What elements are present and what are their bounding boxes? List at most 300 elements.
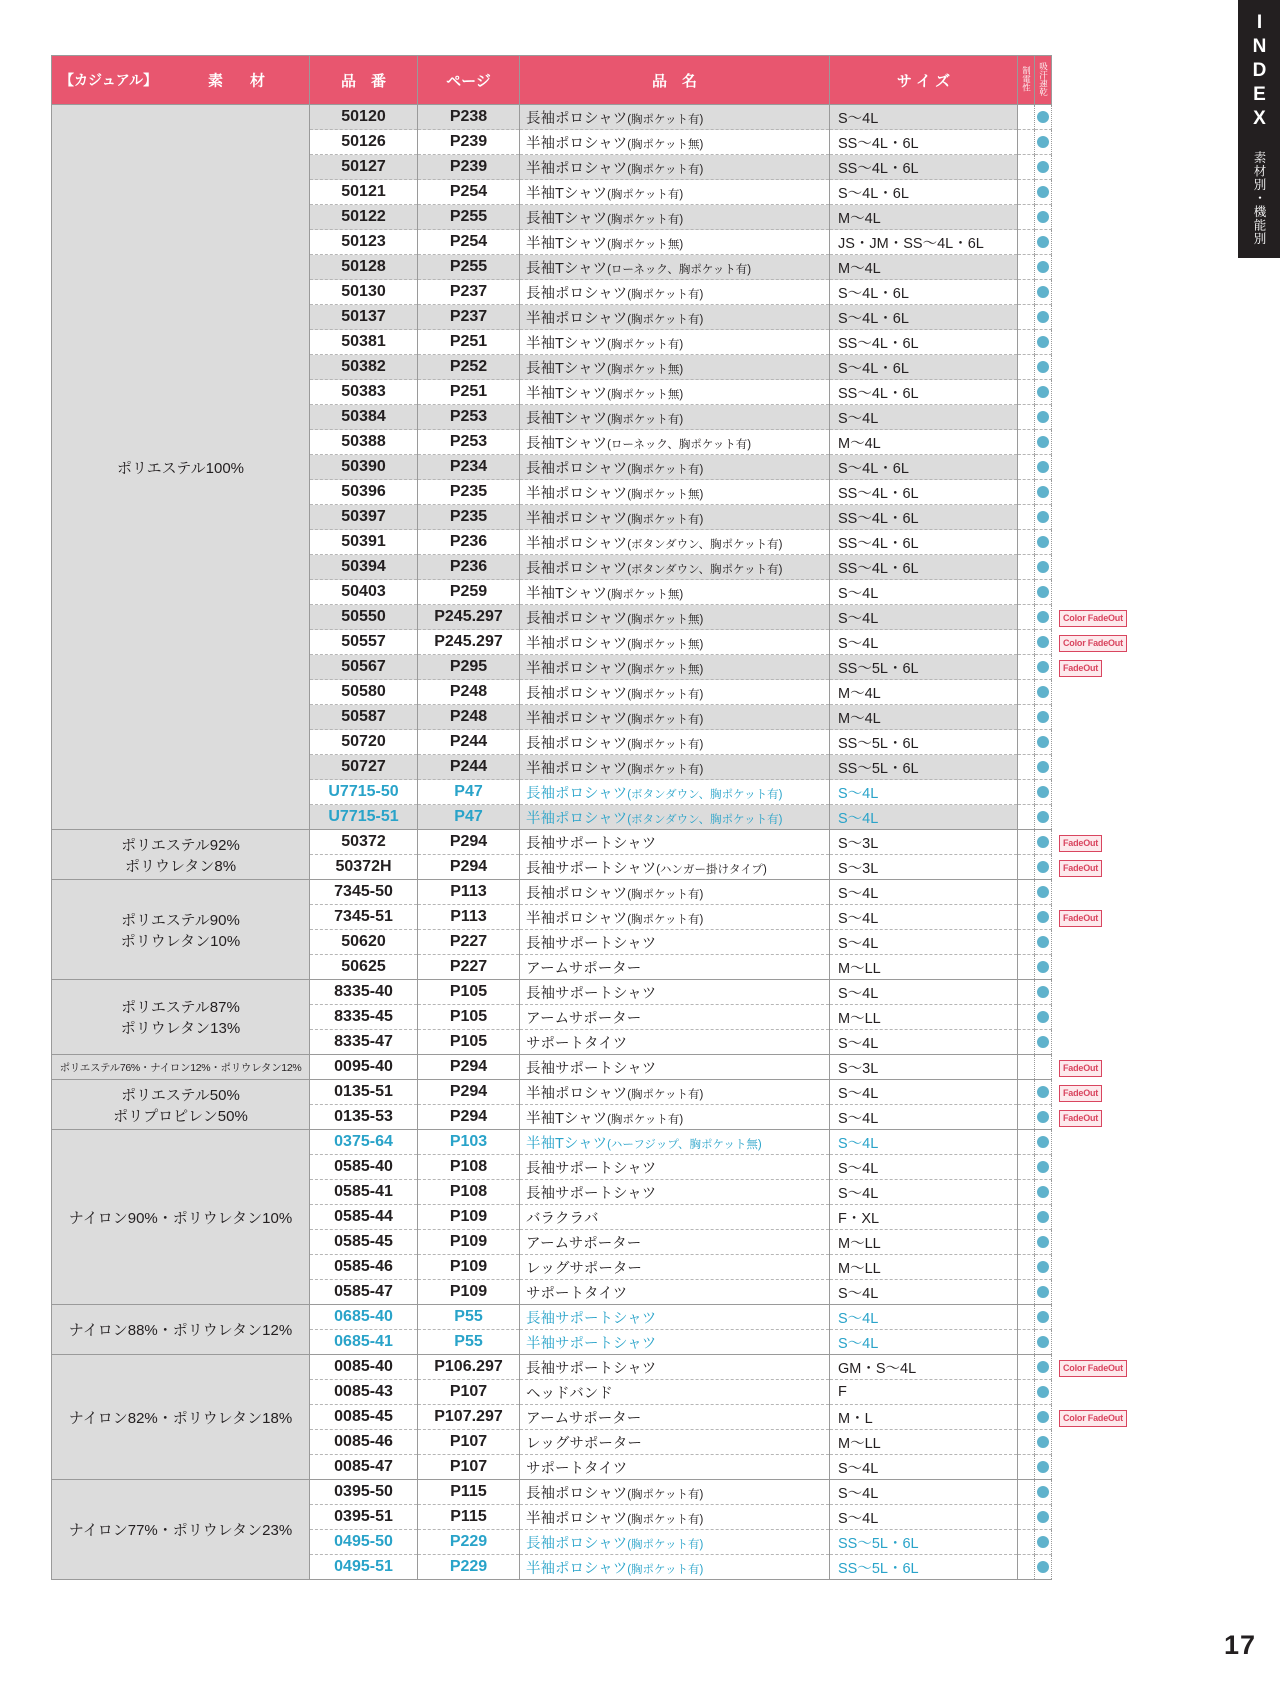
absorb-dot-icon <box>1037 1336 1049 1348</box>
antistatic-mark-cell <box>1018 755 1035 780</box>
size-cell: S〜4L・6L <box>830 280 1018 305</box>
product-name-note: (ハンガー掛けタイプ) <box>656 863 767 876</box>
antistatic-mark-cell <box>1018 1280 1035 1305</box>
size-cell: S〜4L・6L <box>830 180 1018 205</box>
product-name-cell: 長袖ポロシャツ(胸ポケット有) <box>520 730 830 755</box>
product-name-cell: サポートタイツ <box>520 1030 830 1055</box>
absorb-dot-icon <box>1037 111 1049 123</box>
product-code-cell: 0395-50 <box>310 1480 418 1505</box>
absorb-dot-icon <box>1037 811 1049 823</box>
antistatic-mark-cell <box>1018 1530 1035 1555</box>
index-table-container <box>51 55 1123 1580</box>
antistatic-mark-cell <box>1018 280 1035 305</box>
absorb-dot-icon <box>1037 1561 1049 1573</box>
product-name-cell: 半袖ポロシャツ(胸ポケット無) <box>520 655 830 680</box>
page-ref-cell: P47 <box>418 805 520 830</box>
page-ref-cell: P113 <box>418 905 520 930</box>
page-ref-cell: P107 <box>418 1455 520 1480</box>
page-ref-cell: P105 <box>418 1005 520 1030</box>
product-name-cell: 長袖ポロシャツ(胸ポケット有) <box>520 105 830 130</box>
page-ref-cell: P245.297 <box>418 630 520 655</box>
absorb-mark-cell <box>1035 1205 1052 1230</box>
product-name-note: (胸ポケット有) <box>607 188 684 201</box>
size-cell: S〜4L <box>830 805 1018 830</box>
absorb-mark-cell <box>1035 355 1052 380</box>
antistatic-mark-cell <box>1018 1330 1035 1355</box>
product-name-note: (胸ポケット有) <box>627 513 704 526</box>
page-ref-cell: P244 <box>418 730 520 755</box>
page-ref-cell: P108 <box>418 1180 520 1205</box>
product-code-cell: 7345-50 <box>310 880 418 905</box>
absorb-mark-cell <box>1035 1505 1052 1530</box>
material-cell: ポリエステル100% <box>52 105 310 830</box>
antistatic-mark-cell <box>1018 405 1035 430</box>
fadeout-badge: FadeOut <box>1059 860 1102 877</box>
index-side-tab-text <box>1248 12 1270 246</box>
product-name-cell: サポートタイツ <box>520 1455 830 1480</box>
table-row <box>52 1080 1052 1105</box>
absorb-dot-icon <box>1037 211 1049 223</box>
product-name-cell: 半袖サポートシャツ <box>520 1330 830 1355</box>
size-cell: M・L <box>830 1405 1018 1430</box>
product-code-cell: 50550 <box>310 605 418 630</box>
product-name-note: (胸ポケット無) <box>607 588 684 601</box>
product-name-cell: 長袖サポートシャツ(ハンガー掛けタイプ) <box>520 855 830 880</box>
index-side-tab-main: INDEX <box>1249 12 1270 133</box>
absorb-mark-cell <box>1035 705 1052 730</box>
absorb-mark-cell <box>1035 430 1052 455</box>
absorb-mark-cell <box>1035 1555 1052 1580</box>
absorb-dot-icon <box>1037 1486 1049 1498</box>
product-name-note: (胸ポケット有) <box>627 288 704 301</box>
absorb-mark-cell <box>1035 255 1052 280</box>
absorb-dot-icon <box>1037 561 1049 573</box>
absorb-mark-cell <box>1035 205 1052 230</box>
page-ref-cell: P294 <box>418 830 520 855</box>
page-ref-cell: P227 <box>418 930 520 955</box>
absorb-dot-icon <box>1037 1436 1049 1448</box>
product-code-cell: 0135-53 <box>310 1105 418 1130</box>
antistatic-mark-cell <box>1018 905 1035 930</box>
size-cell: M〜4L <box>830 255 1018 280</box>
size-cell: SS〜5L・6L <box>830 1555 1018 1580</box>
page-ref-cell: P245.297 <box>418 605 520 630</box>
product-name-note: (胸ポケット無) <box>627 638 704 651</box>
page-ref-cell: P103 <box>418 1130 520 1155</box>
absorb-dot-icon <box>1037 736 1049 748</box>
material-cell: ナイロン88%・ポリウレタン12% <box>52 1305 310 1355</box>
antistatic-mark-cell <box>1018 1455 1035 1480</box>
product-name-note: (胸ポケット有) <box>607 1113 684 1126</box>
absorb-dot-icon <box>1037 261 1049 273</box>
product-code-cell: 50391 <box>310 530 418 555</box>
product-code-cell: 50720 <box>310 730 418 755</box>
product-name-cell: サポートタイツ <box>520 1280 830 1305</box>
product-name-note: (胸ポケット有) <box>627 463 704 476</box>
index-side-tab-sub: 素材別・機能別 <box>1252 151 1266 246</box>
absorb-mark-cell <box>1035 880 1052 905</box>
antistatic-mark-cell <box>1018 1355 1035 1380</box>
product-name-cell: 長袖ポロシャツ(胸ポケット有) <box>520 280 830 305</box>
product-code-cell: 0685-40 <box>310 1305 418 1330</box>
product-name-note: (胸ポケット有) <box>607 338 684 351</box>
absorb-mark-cell <box>1035 630 1052 655</box>
product-name-cell: 長袖サポートシャツ <box>520 1180 830 1205</box>
product-name-cell: 長袖ポロシャツ(ボタンダウン、胸ポケット有) <box>520 555 830 580</box>
material-cell: ナイロン90%・ポリウレタン10% <box>52 1130 310 1305</box>
product-code-cell: 8335-45 <box>310 1005 418 1030</box>
product-name-note: (胸ポケット有) <box>607 213 684 226</box>
page-ref-cell: P253 <box>418 430 520 455</box>
size-cell: S〜4L <box>830 1130 1018 1155</box>
fadeout-badge: Color FadeOut <box>1059 1360 1127 1377</box>
absorb-dot-icon <box>1037 1361 1049 1373</box>
product-name-note: (胸ポケット有) <box>627 1563 704 1576</box>
size-cell: S〜4L <box>830 405 1018 430</box>
product-code-cell: 50128 <box>310 255 418 280</box>
fadeout-badge: Color FadeOut <box>1059 1410 1127 1427</box>
page-ref-cell: P254 <box>418 230 520 255</box>
absorb-dot-icon <box>1037 661 1049 673</box>
product-name-cell: 長袖ポロシャツ(胸ポケット有) <box>520 880 830 905</box>
product-name-cell: 半袖ポロシャツ(ボタンダウン、胸ポケット有) <box>520 530 830 555</box>
size-cell: SS〜4L・6L <box>830 330 1018 355</box>
size-cell: S〜3L <box>830 830 1018 855</box>
product-name-cell: 半袖ポロシャツ(胸ポケット無) <box>520 130 830 155</box>
page-ref-cell: P294 <box>418 1105 520 1130</box>
size-cell: S〜4L <box>830 1030 1018 1055</box>
absorb-mark-cell <box>1035 755 1052 780</box>
product-code-cell: 0085-43 <box>310 1380 418 1405</box>
absorb-mark-cell <box>1035 1530 1052 1555</box>
header-antistatic: 制電性 <box>1018 56 1035 105</box>
antistatic-mark-cell <box>1018 480 1035 505</box>
product-name-note: (胸ポケット有) <box>627 713 704 726</box>
antistatic-mark-cell <box>1018 780 1035 805</box>
product-name-cell: 長袖ポロシャツ(胸ポケット無) <box>520 605 830 630</box>
antistatic-mark-cell <box>1018 1380 1035 1405</box>
page-ref-cell: P229 <box>418 1530 520 1555</box>
antistatic-mark-cell <box>1018 255 1035 280</box>
size-cell: SS〜5L・6L <box>830 1530 1018 1555</box>
product-name-note: (胸ポケット有) <box>627 763 704 776</box>
absorb-dot-icon <box>1037 1186 1049 1198</box>
product-name-note: (ローネック、胸ポケット有) <box>607 263 752 276</box>
page-ref-cell: P234 <box>418 455 520 480</box>
absorb-dot-icon <box>1037 136 1049 148</box>
absorb-mark-cell <box>1035 1030 1052 1055</box>
product-name-note: (ボタンダウン、胸ポケット有) <box>627 813 783 826</box>
product-code-cell: 50384 <box>310 405 418 430</box>
antistatic-mark-cell <box>1018 455 1035 480</box>
product-name-cell: 半袖Tシャツ(ハーフジップ、胸ポケット無) <box>520 1130 830 1155</box>
absorb-mark-cell <box>1035 380 1052 405</box>
product-code-cell: 50121 <box>310 180 418 205</box>
antistatic-mark-cell <box>1018 1405 1035 1430</box>
material-cell: ポリエステル76%・ナイロン12%・ポリウレタン12% <box>52 1055 310 1080</box>
page-ref-cell: P254 <box>418 180 520 205</box>
product-code-cell: 50390 <box>310 455 418 480</box>
product-name-cell: アームサポーター <box>520 955 830 980</box>
absorb-mark-cell <box>1035 1480 1052 1505</box>
antistatic-mark-cell <box>1018 1205 1035 1230</box>
size-cell: M〜LL <box>830 955 1018 980</box>
product-code-cell: 50120 <box>310 105 418 130</box>
absorb-mark-cell <box>1035 230 1052 255</box>
antistatic-mark-cell <box>1018 180 1035 205</box>
antistatic-mark-cell <box>1018 1305 1035 1330</box>
product-code-cell: 50137 <box>310 305 418 330</box>
product-name-cell: 長袖Tシャツ(胸ポケット有) <box>520 205 830 230</box>
antistatic-mark-cell <box>1018 130 1035 155</box>
antistatic-mark-cell <box>1018 630 1035 655</box>
product-name-cell: 長袖ポロシャツ(胸ポケット有) <box>520 1530 830 1555</box>
size-cell: S〜3L <box>830 855 1018 880</box>
material-cell: ポリエステル90% ポリウレタン10% <box>52 880 310 980</box>
header-category-label: 【カジュアル】 <box>60 72 158 88</box>
absorb-dot-icon <box>1037 611 1049 623</box>
product-code-cell: 0395-51 <box>310 1505 418 1530</box>
product-name-cell: 半袖ポロシャツ(胸ポケット有) <box>520 505 830 530</box>
product-name-cell: 半袖Tシャツ(胸ポケット無) <box>520 230 830 255</box>
product-name-cell: 半袖ポロシャツ(胸ポケット有) <box>520 305 830 330</box>
antistatic-mark-cell <box>1018 1555 1035 1580</box>
antistatic-mark-cell <box>1018 1055 1035 1080</box>
size-cell: S〜4L・6L <box>830 455 1018 480</box>
page-ref-cell: P248 <box>418 680 520 705</box>
product-code-cell: 50122 <box>310 205 418 230</box>
absorb-dot-icon <box>1037 336 1049 348</box>
absorb-mark-cell <box>1035 155 1052 180</box>
product-name-cell: 半袖ポロシャツ(胸ポケット有) <box>520 1505 830 1530</box>
size-cell: F <box>830 1380 1018 1405</box>
size-cell: S〜4L <box>830 905 1018 930</box>
header-code: 品 番 <box>310 56 418 105</box>
absorb-dot-icon <box>1037 1511 1049 1523</box>
page-ref-cell: P108 <box>418 1155 520 1180</box>
size-cell: S〜4L <box>830 630 1018 655</box>
product-name-note: (胸ポケット有) <box>627 163 704 176</box>
size-cell: S〜4L <box>830 1305 1018 1330</box>
size-cell: S〜4L <box>830 1480 1018 1505</box>
antistatic-mark-cell <box>1018 355 1035 380</box>
product-code-cell: 0495-51 <box>310 1555 418 1580</box>
absorb-mark-cell <box>1035 1005 1052 1030</box>
absorb-mark-cell <box>1035 480 1052 505</box>
product-name-note: (胸ポケット有) <box>627 738 704 751</box>
fadeout-badge: FadeOut <box>1059 1060 1102 1077</box>
product-name-cell: 長袖サポートシャツ <box>520 1305 830 1330</box>
absorb-dot-icon <box>1037 1036 1049 1048</box>
header-absorb: 吸汗速乾 <box>1035 56 1052 105</box>
page-ref-cell: P252 <box>418 355 520 380</box>
antistatic-mark-cell <box>1018 880 1035 905</box>
size-cell: M〜LL <box>830 1230 1018 1255</box>
product-name-cell: 長袖ポロシャツ(胸ポケット有) <box>520 455 830 480</box>
product-name-note: (ローネック、胸ポケット有) <box>607 438 752 451</box>
absorb-mark-cell <box>1035 1155 1052 1180</box>
absorb-dot-icon <box>1037 586 1049 598</box>
antistatic-mark-cell <box>1018 1080 1035 1105</box>
absorb-mark-cell <box>1035 455 1052 480</box>
header-size: サ イ ズ <box>830 56 1018 105</box>
absorb-mark-cell <box>1035 280 1052 305</box>
absorb-mark-cell <box>1035 905 1052 930</box>
page-ref-cell: P237 <box>418 305 520 330</box>
size-cell: M〜4L <box>830 680 1018 705</box>
page-ref-cell: P237 <box>418 280 520 305</box>
table-row <box>52 980 1052 1005</box>
page-ref-cell: P107.297 <box>418 1405 520 1430</box>
product-name-note: (胸ポケット無) <box>627 613 704 626</box>
fadeout-badge: FadeOut <box>1059 910 1102 927</box>
absorb-mark-cell <box>1035 830 1052 855</box>
absorb-mark-cell <box>1035 855 1052 880</box>
absorb-mark-cell <box>1035 605 1052 630</box>
absorb-mark-cell <box>1035 305 1052 330</box>
product-code-cell: 50382 <box>310 355 418 380</box>
antistatic-mark-cell <box>1018 855 1035 880</box>
size-cell: M〜LL <box>830 1005 1018 1030</box>
absorb-dot-icon <box>1037 1161 1049 1173</box>
product-code-cell: 50372 <box>310 830 418 855</box>
absorb-dot-icon <box>1037 1536 1049 1548</box>
product-name-cell: 半袖ポロシャツ(胸ポケット有) <box>520 705 830 730</box>
page-ref-cell: P238 <box>418 105 520 130</box>
index-table <box>51 55 1052 1580</box>
absorb-mark-cell <box>1035 805 1052 830</box>
size-cell: S〜4L <box>830 1330 1018 1355</box>
antistatic-mark-cell <box>1018 1030 1035 1055</box>
antistatic-mark-cell <box>1018 1505 1035 1530</box>
absorb-mark-cell <box>1035 580 1052 605</box>
absorb-mark-cell <box>1035 955 1052 980</box>
absorb-mark-cell <box>1035 330 1052 355</box>
page-ref-cell: P107 <box>418 1380 520 1405</box>
product-code-cell: 0585-46 <box>310 1255 418 1280</box>
page-ref-cell: P236 <box>418 530 520 555</box>
header-material: 素 材 <box>207 72 271 90</box>
size-cell: S〜4L <box>830 780 1018 805</box>
antistatic-mark-cell <box>1018 830 1035 855</box>
product-name-note: (ボタンダウン、胸ポケット有) <box>627 538 783 551</box>
size-cell: S〜4L <box>830 1155 1018 1180</box>
absorb-mark-cell <box>1035 730 1052 755</box>
absorb-dot-icon <box>1037 1261 1049 1273</box>
absorb-dot-icon <box>1037 186 1049 198</box>
fadeout-badge: Color FadeOut <box>1059 635 1127 652</box>
absorb-mark-cell <box>1035 130 1052 155</box>
absorb-dot-icon <box>1037 1286 1049 1298</box>
antistatic-mark-cell <box>1018 505 1035 530</box>
product-name-cell: 長袖サポートシャツ <box>520 980 830 1005</box>
absorb-dot-icon <box>1037 961 1049 973</box>
page-ref-cell: P235 <box>418 480 520 505</box>
page-ref-cell: P227 <box>418 955 520 980</box>
antistatic-mark-cell <box>1018 705 1035 730</box>
product-name-cell: 半袖ポロシャツ(胸ポケット有) <box>520 155 830 180</box>
material-cell: ポリエステル87% ポリウレタン13% <box>52 980 310 1055</box>
product-name-cell: 半袖Tシャツ(胸ポケット有) <box>520 1105 830 1130</box>
product-code-cell: 0375-64 <box>310 1130 418 1155</box>
absorb-dot-icon <box>1037 1411 1049 1423</box>
product-code-cell: 0085-46 <box>310 1430 418 1455</box>
size-cell: S〜4L <box>830 1505 1018 1530</box>
product-name-cell: 半袖ポロシャツ(胸ポケット無) <box>520 480 830 505</box>
product-code-cell: 0135-51 <box>310 1080 418 1105</box>
size-cell: SS〜4L・6L <box>830 555 1018 580</box>
page-ref-cell: P115 <box>418 1480 520 1505</box>
absorb-mark-cell <box>1035 1055 1052 1080</box>
antistatic-mark-cell <box>1018 605 1035 630</box>
product-code-cell: 50123 <box>310 230 418 255</box>
absorb-mark-cell <box>1035 1105 1052 1130</box>
page-ref-cell: P109 <box>418 1205 520 1230</box>
absorb-dot-icon <box>1037 161 1049 173</box>
product-name-note: (胸ポケット有) <box>627 913 704 926</box>
product-code-cell: 0085-40 <box>310 1355 418 1380</box>
product-name-note: (胸ポケット無) <box>627 488 704 501</box>
antistatic-mark-cell <box>1018 930 1035 955</box>
product-code-cell: 50127 <box>310 155 418 180</box>
size-cell: SS〜4L・6L <box>830 505 1018 530</box>
product-code-cell: 50587 <box>310 705 418 730</box>
antistatic-mark-cell <box>1018 530 1035 555</box>
page-number: 17 <box>1223 1630 1256 1660</box>
absorb-mark-cell <box>1035 655 1052 680</box>
product-code-cell: 50397 <box>310 505 418 530</box>
size-cell: M〜4L <box>830 430 1018 455</box>
product-name-cell: 長袖サポートシャツ <box>520 930 830 955</box>
product-name-cell: 長袖Tシャツ(ローネック、胸ポケット有) <box>520 255 830 280</box>
antistatic-mark-cell <box>1018 380 1035 405</box>
table-body <box>52 105 1052 1580</box>
absorb-mark-cell <box>1035 105 1052 130</box>
product-code-cell: 0585-40 <box>310 1155 418 1180</box>
size-cell: S〜4L <box>830 1455 1018 1480</box>
size-cell: JS・JM・SS〜4L・6L <box>830 230 1018 255</box>
antistatic-mark-cell <box>1018 805 1035 830</box>
absorb-dot-icon <box>1037 911 1049 923</box>
antistatic-mark-cell <box>1018 1005 1035 1030</box>
page-ref-cell: P55 <box>418 1330 520 1355</box>
antistatic-mark-cell <box>1018 1155 1035 1180</box>
size-cell: M〜4L <box>830 205 1018 230</box>
index-side-tab <box>1238 0 1280 258</box>
product-name-note: (胸ポケット有) <box>607 413 684 426</box>
absorb-mark-cell <box>1035 1380 1052 1405</box>
fadeout-badge: FadeOut <box>1059 1110 1102 1127</box>
absorb-mark-cell <box>1035 1080 1052 1105</box>
size-cell: S〜4L・6L <box>830 305 1018 330</box>
fadeout-badge: Color FadeOut <box>1059 610 1127 627</box>
page-ref-cell: P107 <box>418 1430 520 1455</box>
product-name-note: (胸ポケット無) <box>607 238 684 251</box>
absorb-dot-icon <box>1037 311 1049 323</box>
absorb-mark-cell <box>1035 1130 1052 1155</box>
size-cell: S〜4L <box>830 1280 1018 1305</box>
absorb-mark-cell <box>1035 680 1052 705</box>
product-name-cell: 半袖Tシャツ(胸ポケット無) <box>520 580 830 605</box>
antistatic-mark-cell <box>1018 1255 1035 1280</box>
antistatic-mark-cell <box>1018 205 1035 230</box>
page-ref-cell: P109 <box>418 1255 520 1280</box>
product-code-cell: 0095-40 <box>310 1055 418 1080</box>
size-cell: S〜4L・6L <box>830 355 1018 380</box>
product-code-cell: U7715-51 <box>310 805 418 830</box>
size-cell: SS〜4L・6L <box>830 380 1018 405</box>
page-ref-cell: P109 <box>418 1230 520 1255</box>
